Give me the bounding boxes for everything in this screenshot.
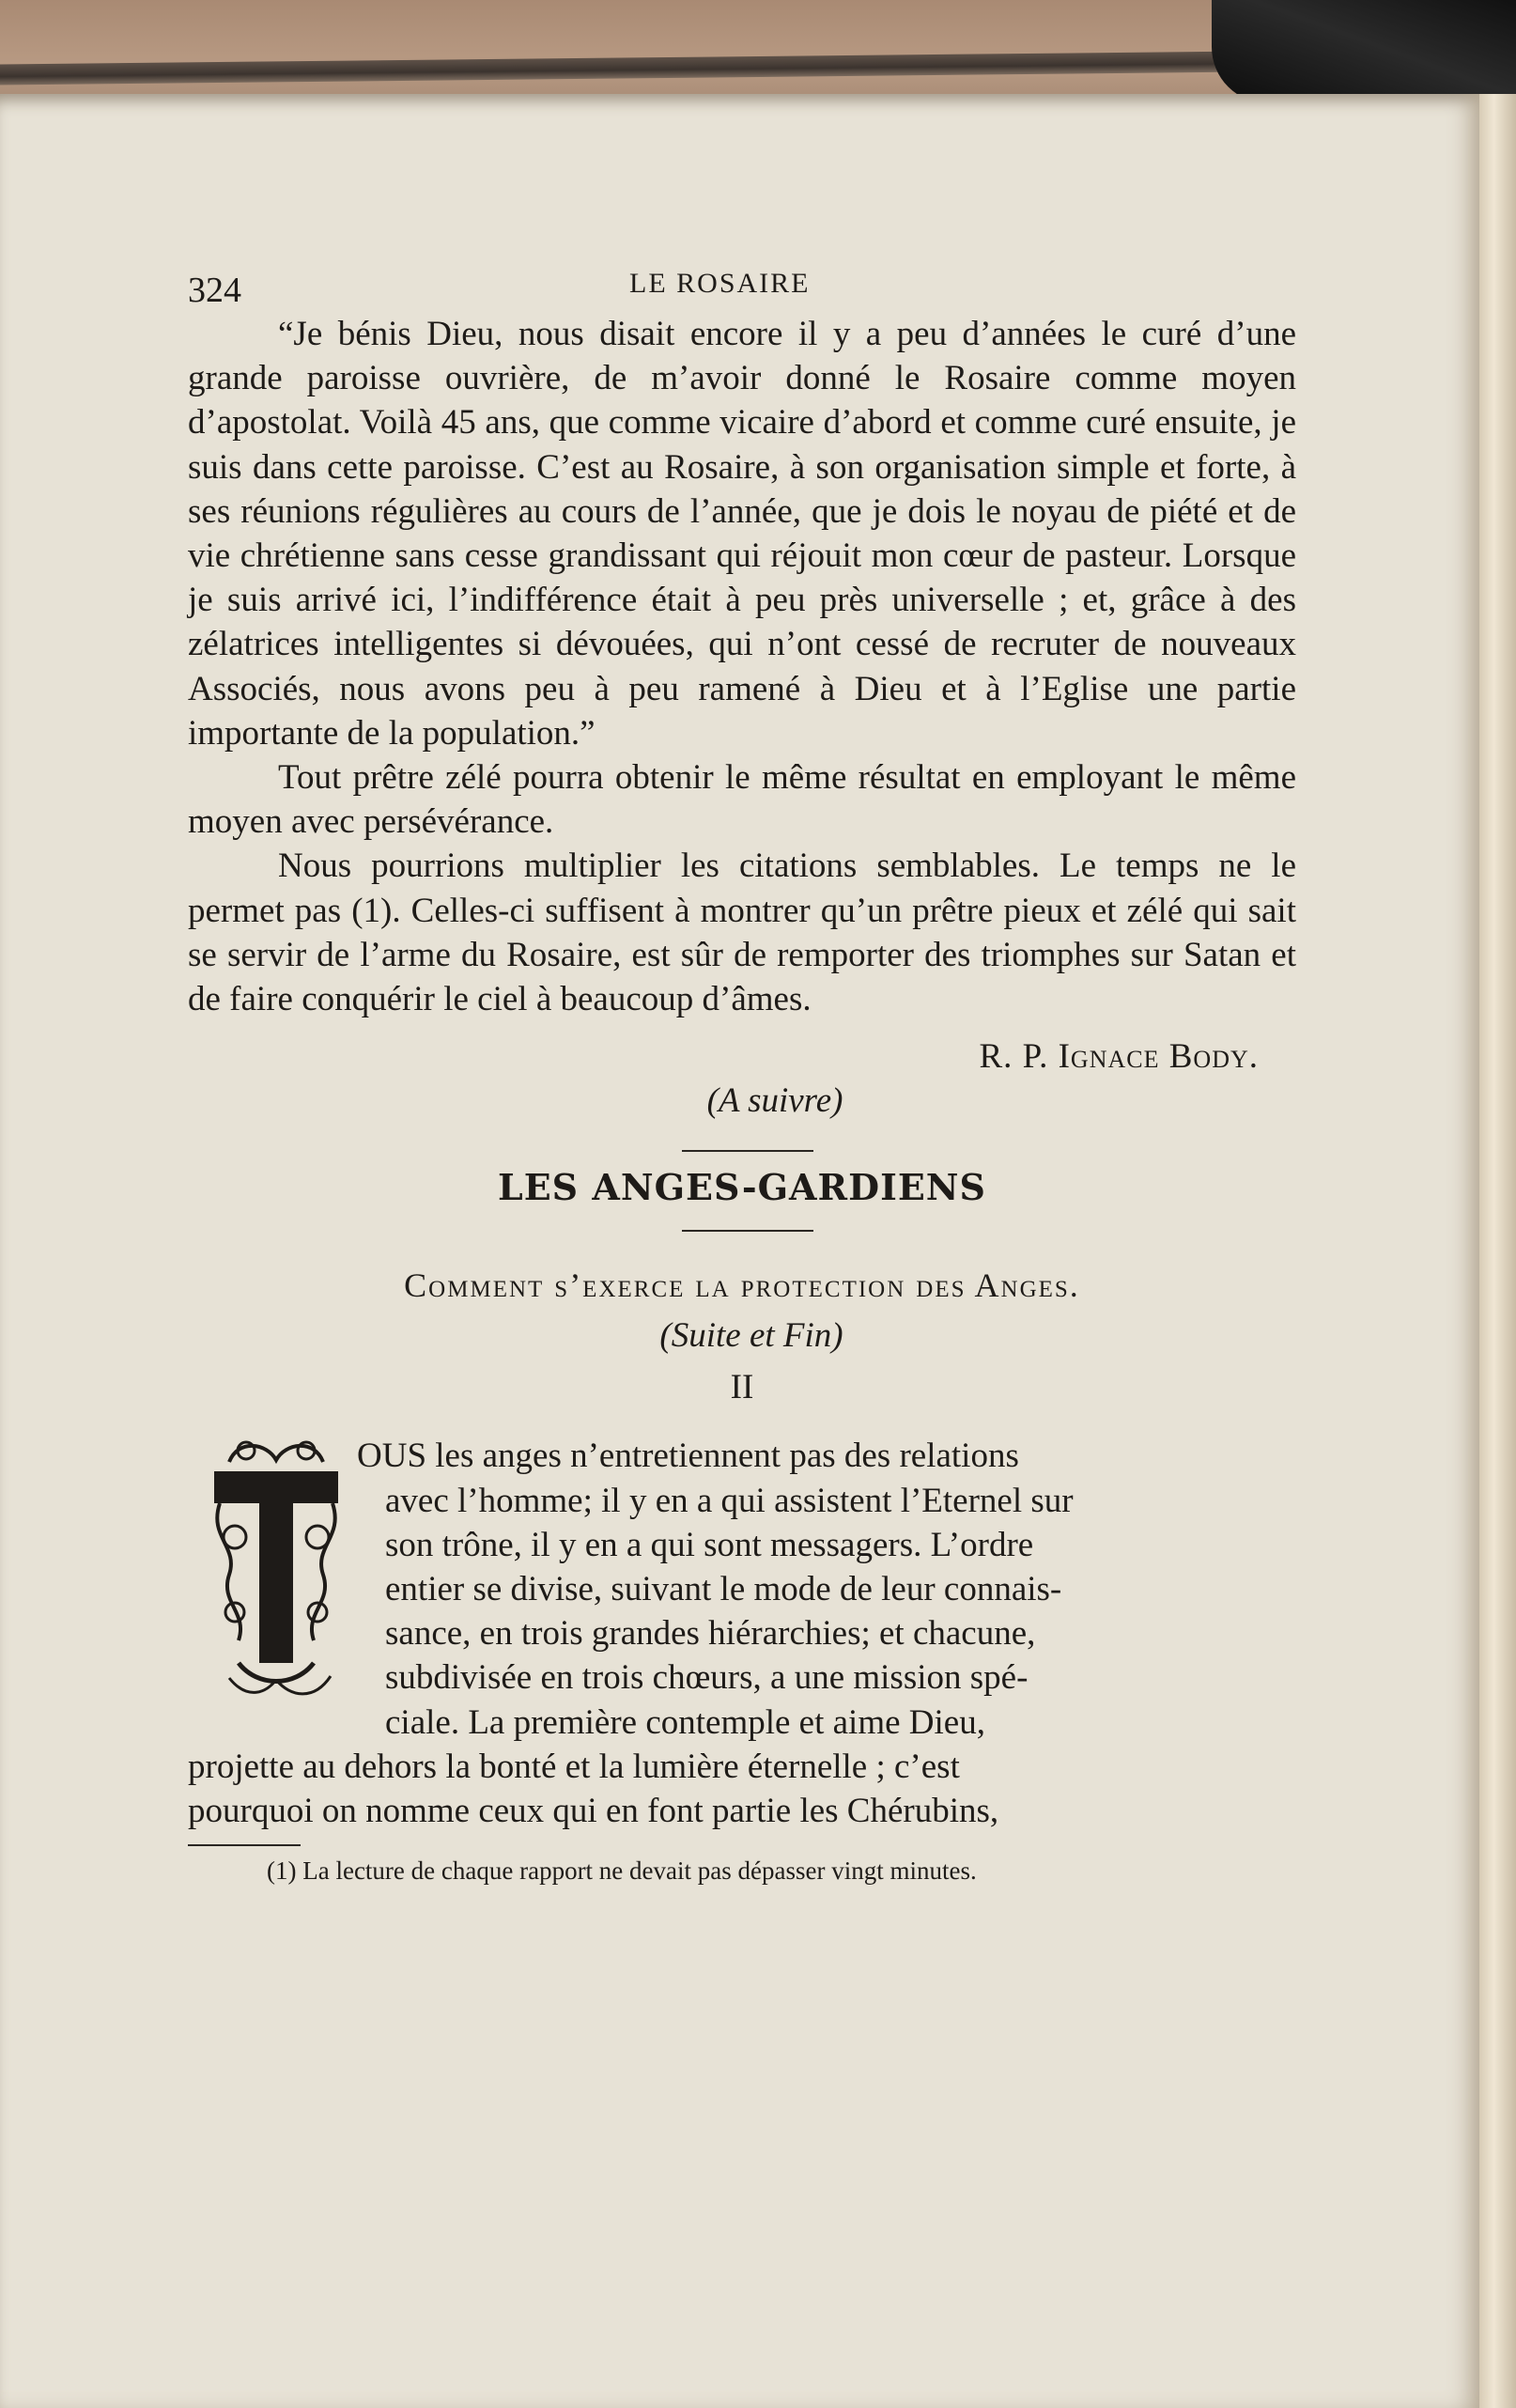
text-line: ciale. La première contemple et aime Dieu, — [385, 1702, 985, 1742]
page-text — [188, 254, 1296, 1888]
text-line: avec l’homme; il y en a qui assistent l’Eternel sur — [385, 1481, 1074, 1520]
text-line: son trône, il y en a qui sont messagers. L’ordre — [385, 1525, 1034, 1564]
to-be-continued: (A suivre) — [706, 1081, 843, 1121]
text-line: pourquoi on nomme ceux qui en font partie les Chérubins, — [188, 1792, 999, 1831]
continuation-note: (Suite et Fin) — [659, 1316, 843, 1356]
text-line: subdivisée en trois chœurs, a une mission spé- — [385, 1658, 1029, 1698]
body-paragraph: Tout prêtre zélé pourra obtenir le même résultat en employant le même moyen avec persévérance. — [188, 758, 1296, 842]
page-edge — [1479, 94, 1516, 2408]
author-signature: R. P. Ignace Body. — [979, 1037, 1259, 1077]
separator-rule — [682, 1150, 813, 1152]
full-width-lines — [188, 1745, 1296, 1833]
ornamental-dropcap-t-icon — [201, 1434, 351, 1706]
article-subtitle: Comment s’exerce la protection des Anges. — [404, 1266, 1080, 1304]
dropcap-lines — [188, 1434, 1296, 1744]
body-paragraph: Nous pourrions multiplier les citations semblables. Le temps ne le permet pas (1). Celles-ci suffisent à montrer qu’un prêtre pieux et zélé qui sait se servir de l’arme du Rosaire, est sûr de remporter des triomphes sur Satan et de faire conquérir le ciel à beaucoup d’âmes. — [188, 847, 1296, 1019]
page-number: 324 — [188, 271, 241, 310]
running-head — [188, 254, 1296, 312]
quote-paragraph: “Je bénis Dieu, nous disait encore il y a peu d’années le curé d’une grande paroisse ouvrière, de m’avoir donné le Rosaire comme moyen d’apostolat. Voilà 45 ans, que comme vicaire d’abord et comme curé ensuite, je suis dans cette paroisse. C’est au Rosaire, à son organisation simple et forte, à ses réunions régulières au cours de l’année, que je dois le noyau de piété et de vie chrétienne sans cesse grandissant qui réjouit mon cœur de pasteur. Lorsque je suis arrivé ici, l’indifférence était à peu près universelle ; et, grâce à des zélatrices intelligentes si dévouées, qui n’ont cessé de recruter de nouveaux Associés, nous avons peu à peu ramené à Dieu et à l’Eglise une partie importante de la population.” — [188, 315, 1296, 753]
footnote-rule — [188, 1844, 301, 1846]
running-title: LE ROSAIRE — [629, 268, 811, 299]
text-line: entier se divise, suivant le mode de leur connais- — [385, 1570, 1062, 1609]
text-line: sance, en trois grandes hiérarchies; et chacune, — [385, 1614, 1036, 1654]
text-line: projette au dehors la bonté et la lumière éternelle ; c’est — [188, 1747, 960, 1786]
separator-rule — [682, 1230, 813, 1232]
article-title: LES ANGES-GARDIENS — [498, 1165, 986, 1208]
footnote: (1) La lecture de chaque rapport ne devait pas dépasser vingt minutes. — [267, 1856, 977, 1886]
dropcap-paragraph — [188, 1434, 1296, 1833]
bookmark-ribbon — [1212, 0, 1516, 103]
section-number: II — [730, 1368, 754, 1407]
text-line: OUS les anges n’entretiennent pas des relations — [357, 1437, 1019, 1476]
